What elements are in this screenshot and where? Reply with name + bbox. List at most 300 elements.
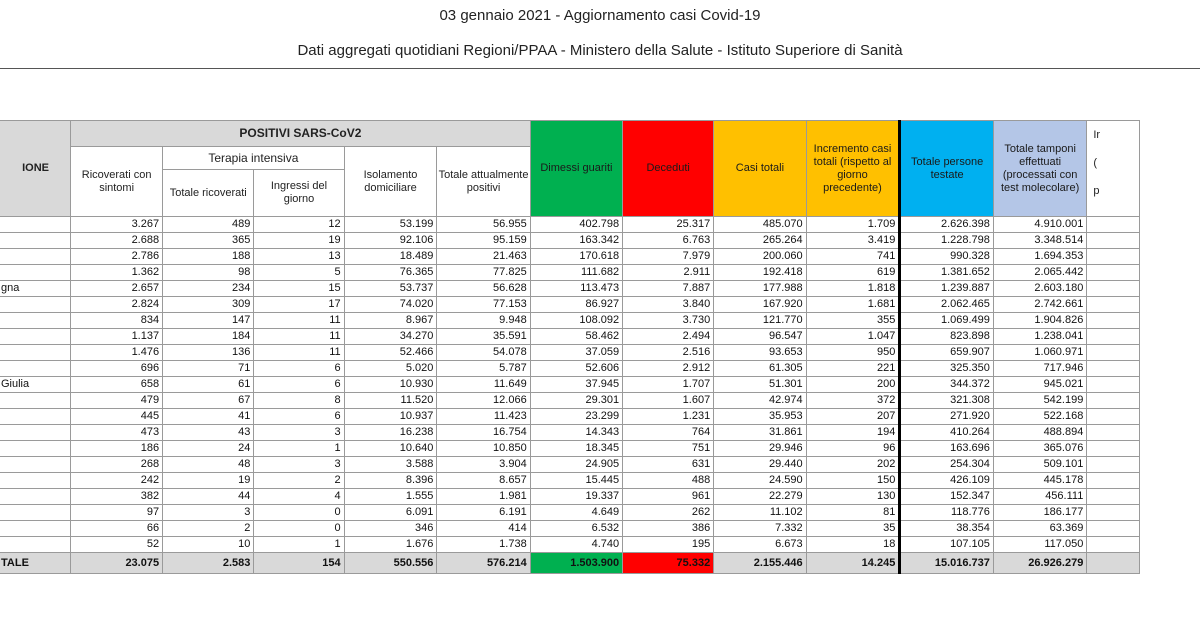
- partial-cell: [1087, 521, 1140, 537]
- value-cell: 15: [254, 281, 344, 297]
- partial-cell: [1087, 441, 1140, 457]
- value-cell: 147: [163, 313, 254, 329]
- value-cell: 15.016.737: [900, 553, 994, 574]
- value-cell: 77.153: [437, 297, 530, 313]
- value-cell: 386: [623, 521, 714, 537]
- value-cell: 6.091: [344, 505, 437, 521]
- value-cell: 54.078: [437, 345, 530, 361]
- value-cell: 97: [71, 505, 163, 521]
- value-cell: 95.159: [437, 233, 530, 249]
- partial-text-c: p: [1093, 185, 1100, 197]
- value-cell: 1.681: [806, 297, 900, 313]
- value-cell: 8.967: [344, 313, 437, 329]
- value-cell: 1.818: [806, 281, 900, 297]
- value-cell: 658: [71, 377, 163, 393]
- value-cell: 163.696: [900, 441, 994, 457]
- value-cell: 77.825: [437, 265, 530, 281]
- value-cell: 52: [71, 537, 163, 553]
- value-cell: 414: [437, 521, 530, 537]
- value-cell: 16.754: [437, 425, 530, 441]
- value-cell: 1.362: [71, 265, 163, 281]
- value-cell: 1.981: [437, 489, 530, 505]
- persone-testate-header: Totale persone testate: [900, 121, 994, 217]
- value-cell: 0: [254, 521, 344, 537]
- value-cell: 8.396: [344, 473, 437, 489]
- value-cell: 254.304: [900, 457, 994, 473]
- value-cell: 177.988: [714, 281, 806, 297]
- value-cell: 365.076: [993, 441, 1086, 457]
- value-cell: 37.059: [530, 345, 622, 361]
- region-name-cell: [0, 441, 71, 457]
- value-cell: 186: [71, 441, 163, 457]
- value-cell: 56.955: [437, 217, 530, 233]
- value-cell: 741: [806, 249, 900, 265]
- value-cell: 52.466: [344, 345, 437, 361]
- region-name-cell: gna: [0, 281, 71, 297]
- value-cell: 2.912: [623, 361, 714, 377]
- value-cell: 12: [254, 217, 344, 233]
- value-cell: 13: [254, 249, 344, 265]
- value-cell: 29.301: [530, 393, 622, 409]
- region-name-cell: [0, 233, 71, 249]
- region-name-cell: [0, 425, 71, 441]
- value-cell: 1.239.887: [900, 281, 994, 297]
- table-row: [0, 265, 1140, 281]
- region-name-cell: [0, 409, 71, 425]
- value-cell: 130: [806, 489, 900, 505]
- partial-cell: [1087, 505, 1140, 521]
- value-cell: 1.503.900: [530, 553, 622, 574]
- value-cell: 550.556: [344, 553, 437, 574]
- value-cell: 4.649: [530, 505, 622, 521]
- value-cell: 11.520: [344, 393, 437, 409]
- partial-cell: [1087, 313, 1140, 329]
- value-cell: 22.279: [714, 489, 806, 505]
- region-name-cell: [0, 473, 71, 489]
- value-cell: 3.267: [71, 217, 163, 233]
- value-cell: 2.062.465: [900, 297, 994, 313]
- partial-text-a: Ir: [1093, 129, 1101, 141]
- ti-ingressi-giorno-header: Ingressi del giorno: [254, 170, 344, 217]
- region-name-cell: [0, 313, 71, 329]
- value-cell: 346: [344, 521, 437, 537]
- partial-cell: [1087, 409, 1140, 425]
- value-cell: 121.770: [714, 313, 806, 329]
- value-cell: 14.343: [530, 425, 622, 441]
- table-row: [0, 233, 1140, 249]
- value-cell: 2.603.180: [993, 281, 1086, 297]
- incremento-casi-header: Incremento casi totali (rispetto al giorno precedente): [806, 121, 900, 217]
- value-cell: 25.317: [623, 217, 714, 233]
- value-cell: 3.840: [623, 297, 714, 313]
- value-cell: 2.583: [163, 553, 254, 574]
- value-cell: 2.065.442: [993, 265, 1086, 281]
- value-cell: 192.418: [714, 265, 806, 281]
- value-cell: 445.178: [993, 473, 1086, 489]
- value-cell: 10.930: [344, 377, 437, 393]
- value-cell: 10: [163, 537, 254, 553]
- value-cell: 10.640: [344, 441, 437, 457]
- value-cell: 1.069.499: [900, 313, 994, 329]
- value-cell: 11.423: [437, 409, 530, 425]
- value-cell: 3: [163, 505, 254, 521]
- region-name-cell: [0, 217, 71, 233]
- value-cell: 1.707: [623, 377, 714, 393]
- total-row: [0, 553, 1140, 574]
- value-cell: 2: [254, 473, 344, 489]
- value-cell: 35.953: [714, 409, 806, 425]
- value-cell: 18.345: [530, 441, 622, 457]
- value-cell: 488: [623, 473, 714, 489]
- value-cell: 5: [254, 265, 344, 281]
- value-cell: 344.372: [900, 377, 994, 393]
- region-name-cell: [0, 521, 71, 537]
- ricoverati-sintomi-header: Ricoverati con sintomi: [71, 147, 163, 217]
- value-cell: 19: [254, 233, 344, 249]
- table-row: [0, 313, 1140, 329]
- value-cell: 479: [71, 393, 163, 409]
- value-cell: 186.177: [993, 505, 1086, 521]
- value-cell: 990.328: [900, 249, 994, 265]
- value-cell: 426.109: [900, 473, 994, 489]
- partial-cell: [1087, 345, 1140, 361]
- value-cell: 11: [254, 345, 344, 361]
- region-name-cell: [0, 345, 71, 361]
- value-cell: 5.787: [437, 361, 530, 377]
- partial-cell: [1087, 393, 1140, 409]
- value-cell: 3: [254, 457, 344, 473]
- value-cell: 18: [806, 537, 900, 553]
- value-cell: 7.979: [623, 249, 714, 265]
- dimessi-guariti-header: Dimessi guariti: [530, 121, 622, 217]
- partial-cell: [1087, 537, 1140, 553]
- value-cell: 184: [163, 329, 254, 345]
- value-cell: 37.945: [530, 377, 622, 393]
- value-cell: 1.381.652: [900, 265, 994, 281]
- value-cell: 2.824: [71, 297, 163, 313]
- value-cell: 309: [163, 297, 254, 313]
- value-cell: 365: [163, 233, 254, 249]
- partial-cell: [1087, 457, 1140, 473]
- value-cell: 7.887: [623, 281, 714, 297]
- region-name-cell: [0, 489, 71, 505]
- value-cell: 2.742.661: [993, 297, 1086, 313]
- value-cell: 11.102: [714, 505, 806, 521]
- partial-cell: [1087, 217, 1140, 233]
- value-cell: 107.105: [900, 537, 994, 553]
- value-cell: 194: [806, 425, 900, 441]
- value-cell: 2.494: [623, 329, 714, 345]
- value-cell: 382: [71, 489, 163, 505]
- value-cell: 619: [806, 265, 900, 281]
- value-cell: 26.926.279: [993, 553, 1086, 574]
- value-cell: 167.920: [714, 297, 806, 313]
- isolamento-domiciliare-header: Isolamento domiciliare: [344, 147, 437, 217]
- partial-cell: [1087, 377, 1140, 393]
- table-row: [0, 249, 1140, 265]
- partial-cell: [1087, 329, 1140, 345]
- value-cell: 202: [806, 457, 900, 473]
- value-cell: 6.191: [437, 505, 530, 521]
- value-cell: 53.737: [344, 281, 437, 297]
- region-name-cell: [0, 537, 71, 553]
- value-cell: 98: [163, 265, 254, 281]
- value-cell: 188: [163, 249, 254, 265]
- value-cell: 1.060.971: [993, 345, 1086, 361]
- value-cell: 4.740: [530, 537, 622, 553]
- value-cell: 16.238: [344, 425, 437, 441]
- value-cell: 6: [254, 361, 344, 377]
- partial-cell: [1087, 249, 1140, 265]
- value-cell: 24: [163, 441, 254, 457]
- value-cell: 96: [806, 441, 900, 457]
- partial-cell: [1087, 281, 1140, 297]
- table-row: [0, 377, 1140, 393]
- value-cell: 42.974: [714, 393, 806, 409]
- value-cell: 3.348.514: [993, 233, 1086, 249]
- value-cell: 207: [806, 409, 900, 425]
- table-row: [0, 409, 1140, 425]
- table-row: [0, 361, 1140, 377]
- value-cell: 6: [254, 377, 344, 393]
- value-cell: 81: [806, 505, 900, 521]
- value-cell: 2.516: [623, 345, 714, 361]
- value-cell: 96.547: [714, 329, 806, 345]
- table-row: [0, 281, 1140, 297]
- table-row: [0, 425, 1140, 441]
- value-cell: 74.020: [344, 297, 437, 313]
- value-cell: 14.245: [806, 553, 900, 574]
- value-cell: 48: [163, 457, 254, 473]
- partial-cell: [1087, 489, 1140, 505]
- value-cell: 262: [623, 505, 714, 521]
- table-body: [0, 217, 1140, 574]
- table-row: [0, 441, 1140, 457]
- value-cell: 19.337: [530, 489, 622, 505]
- partial-cell: [1087, 265, 1140, 281]
- partial-cell: [1087, 425, 1140, 441]
- value-cell: 76.365: [344, 265, 437, 281]
- table-row: [0, 329, 1140, 345]
- value-cell: 6.673: [714, 537, 806, 553]
- value-cell: 751: [623, 441, 714, 457]
- value-cell: 321.308: [900, 393, 994, 409]
- value-cell: 23.075: [71, 553, 163, 574]
- value-cell: 21.463: [437, 249, 530, 265]
- value-cell: 6.763: [623, 233, 714, 249]
- value-cell: 4.910.001: [993, 217, 1086, 233]
- value-cell: 24.905: [530, 457, 622, 473]
- report-subtitle: Dati aggregati quotidiani Regioni/PPAA - Ministero della Salute - Istituto Superiore di Sanità: [297, 42, 903, 59]
- value-cell: 53.199: [344, 217, 437, 233]
- value-cell: 56.628: [437, 281, 530, 297]
- value-cell: 35: [806, 521, 900, 537]
- value-cell: 659.907: [900, 345, 994, 361]
- value-cell: 1.904.826: [993, 313, 1086, 329]
- value-cell: 1: [254, 441, 344, 457]
- value-cell: 195: [623, 537, 714, 553]
- value-cell: 24.590: [714, 473, 806, 489]
- value-cell: 9.948: [437, 313, 530, 329]
- value-cell: 34.270: [344, 329, 437, 345]
- value-cell: 44: [163, 489, 254, 505]
- region-name-cell: [0, 329, 71, 345]
- value-cell: 111.682: [530, 265, 622, 281]
- value-cell: 355: [806, 313, 900, 329]
- value-cell: 268: [71, 457, 163, 473]
- value-cell: 38.354: [900, 521, 994, 537]
- positivi-group-header: POSITIVI SARS-CoV2: [71, 121, 531, 147]
- value-cell: 6.532: [530, 521, 622, 537]
- region-name-cell: [0, 361, 71, 377]
- value-cell: 410.264: [900, 425, 994, 441]
- value-cell: 31.861: [714, 425, 806, 441]
- value-cell: 3.588: [344, 457, 437, 473]
- value-cell: 2.626.398: [900, 217, 994, 233]
- value-cell: 2: [163, 521, 254, 537]
- value-cell: 18.489: [344, 249, 437, 265]
- terapia-intensiva-header: Terapia intensiva: [163, 147, 345, 170]
- region-name-cell: [0, 297, 71, 313]
- value-cell: 3.730: [623, 313, 714, 329]
- region-name-cell: [0, 265, 71, 281]
- total-label: TALE: [0, 553, 71, 574]
- value-cell: 2.688: [71, 233, 163, 249]
- value-cell: 456.111: [993, 489, 1086, 505]
- partial-cell: [1087, 473, 1140, 489]
- value-cell: 8: [254, 393, 344, 409]
- region-name-cell: [0, 505, 71, 521]
- value-cell: 66: [71, 521, 163, 537]
- value-cell: 3: [254, 425, 344, 441]
- value-cell: 23.299: [530, 409, 622, 425]
- value-cell: 93.653: [714, 345, 806, 361]
- value-cell: 522.168: [993, 409, 1086, 425]
- value-cell: 1.137: [71, 329, 163, 345]
- value-cell: 1.476: [71, 345, 163, 361]
- value-cell: 488.894: [993, 425, 1086, 441]
- tamponi-header: Totale tamponi effettuati (processati con test molecolare): [993, 121, 1086, 217]
- region-name-cell: [0, 457, 71, 473]
- value-cell: 2.155.446: [714, 553, 806, 574]
- value-cell: 43: [163, 425, 254, 441]
- value-cell: 764: [623, 425, 714, 441]
- value-cell: 2.657: [71, 281, 163, 297]
- header-divider: [0, 68, 1200, 69]
- value-cell: 1.238.041: [993, 329, 1086, 345]
- totale-positivi-header: Totale attualmente positivi: [437, 147, 530, 217]
- value-cell: 242: [71, 473, 163, 489]
- value-cell: 1.738: [437, 537, 530, 553]
- value-cell: 150: [806, 473, 900, 489]
- value-cell: 542.199: [993, 393, 1086, 409]
- value-cell: 485.070: [714, 217, 806, 233]
- value-cell: 108.092: [530, 313, 622, 329]
- value-cell: 834: [71, 313, 163, 329]
- value-cell: 372: [806, 393, 900, 409]
- table-row: [0, 345, 1140, 361]
- value-cell: 41: [163, 409, 254, 425]
- value-cell: 1.709: [806, 217, 900, 233]
- region-column-header: IONE: [0, 121, 71, 217]
- value-cell: 696: [71, 361, 163, 377]
- region-name-cell: [0, 249, 71, 265]
- value-cell: 6: [254, 409, 344, 425]
- ti-totale-ricoverati-header: Totale ricoverati: [163, 170, 254, 217]
- table-row: [0, 489, 1140, 505]
- value-cell: 11: [254, 329, 344, 345]
- value-cell: 234: [163, 281, 254, 297]
- value-cell: 71: [163, 361, 254, 377]
- value-cell: 489: [163, 217, 254, 233]
- value-cell: 1.555: [344, 489, 437, 505]
- table-row: [0, 537, 1140, 553]
- value-cell: 265.264: [714, 233, 806, 249]
- value-cell: 325.350: [900, 361, 994, 377]
- value-cell: 61.305: [714, 361, 806, 377]
- value-cell: 509.101: [993, 457, 1086, 473]
- value-cell: 86.927: [530, 297, 622, 313]
- value-cell: 950: [806, 345, 900, 361]
- value-cell: 445: [71, 409, 163, 425]
- table-row: [0, 505, 1140, 521]
- value-cell: 271.920: [900, 409, 994, 425]
- value-cell: 2.786: [71, 249, 163, 265]
- value-cell: 63.369: [993, 521, 1086, 537]
- value-cell: 154: [254, 553, 344, 574]
- value-cell: 67: [163, 393, 254, 409]
- value-cell: 473: [71, 425, 163, 441]
- partial-text-b: (: [1093, 157, 1097, 169]
- value-cell: 170.618: [530, 249, 622, 265]
- value-cell: 576.214: [437, 553, 530, 574]
- value-cell: 5.020: [344, 361, 437, 377]
- value-cell: 11.649: [437, 377, 530, 393]
- value-cell: 3.419: [806, 233, 900, 249]
- value-cell: 52.606: [530, 361, 622, 377]
- value-cell: 113.473: [530, 281, 622, 297]
- value-cell: 3.904: [437, 457, 530, 473]
- value-cell: 11: [254, 313, 344, 329]
- table-row: [0, 297, 1140, 313]
- partial-cell: [1087, 297, 1140, 313]
- value-cell: 1.228.798: [900, 233, 994, 249]
- partial-cell: [1087, 361, 1140, 377]
- value-cell: 2.911: [623, 265, 714, 281]
- value-cell: 29.440: [714, 457, 806, 473]
- value-cell: 402.798: [530, 217, 622, 233]
- value-cell: 17: [254, 297, 344, 313]
- value-cell: 1.694.353: [993, 249, 1086, 265]
- value-cell: 0: [254, 505, 344, 521]
- value-cell: 221: [806, 361, 900, 377]
- partial-cell: [1087, 233, 1140, 249]
- value-cell: 8.657: [437, 473, 530, 489]
- value-cell: 92.106: [344, 233, 437, 249]
- value-cell: 10.937: [344, 409, 437, 425]
- deceduti-header: Deceduti: [623, 121, 714, 217]
- casi-totali-header: Casi totali: [714, 121, 806, 217]
- value-cell: 7.332: [714, 521, 806, 537]
- table-row: [0, 521, 1140, 537]
- value-cell: 200: [806, 377, 900, 393]
- value-cell: 717.946: [993, 361, 1086, 377]
- partial-column-header: [1087, 121, 1140, 217]
- value-cell: 1.231: [623, 409, 714, 425]
- report-title: 03 gennaio 2021 - Aggiornamento casi Covid-19: [439, 7, 761, 24]
- value-cell: 136: [163, 345, 254, 361]
- value-cell: 19: [163, 473, 254, 489]
